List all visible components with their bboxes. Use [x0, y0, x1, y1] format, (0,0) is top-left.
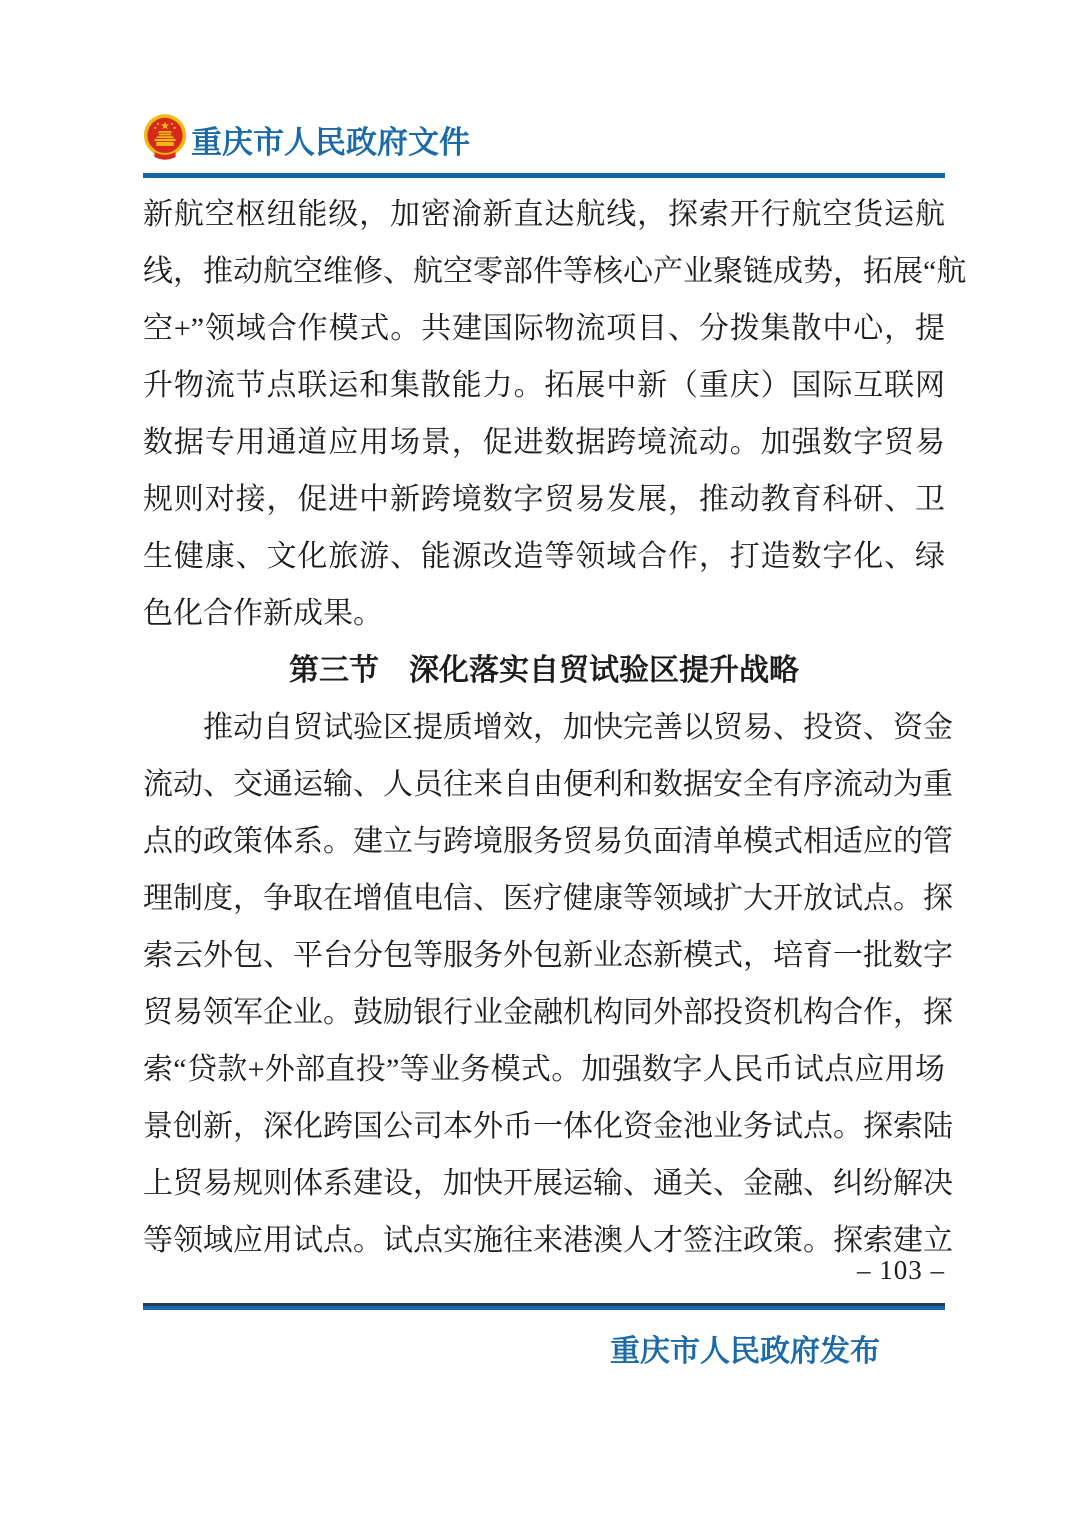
- text-line: 升物流节点联运和集散能力。拓展中新（重庆）国际互联网: [143, 369, 945, 402]
- text-line: 流动、交通运输、人员往来自由便利和数据安全有序流动为重: [143, 768, 953, 801]
- china-national-emblem-icon: [143, 113, 187, 163]
- text-line: 线，推动航空维修、航空零部件等核心产业聚链成势，拓展“航: [143, 255, 967, 288]
- header-title: 重庆市人民政府文件: [191, 124, 470, 160]
- text-line: 空+”领域合作模式。共建国际物流项目、分拨集散中心，提: [143, 312, 945, 345]
- paragraph-2: [143, 699, 953, 1269]
- text-line: 数据专用通道应用场景，促进数据跨境流动。加强数字贸易: [143, 426, 945, 459]
- page-number: – 103 –: [857, 1255, 945, 1285]
- text-line: 生健康、文化旅游、能源改造等领域合作，打造数字化、绿: [143, 540, 945, 573]
- text-line: 规则对接，促进中新跨境数字贸易发展，推动教育科研、卫: [143, 483, 945, 516]
- text-line: 景创新，深化跨国公司本外币一体化资金池业务试点。探索陆: [143, 1110, 953, 1143]
- text-line: 索“贷款+外部直投”等业务模式。加强数字人民币试点应用场: [143, 1053, 945, 1086]
- footer-rule: [143, 1303, 945, 1310]
- text-line: 点的政策体系。建立与跨境服务贸易负面清单模式相适应的管: [143, 825, 953, 858]
- header-rule: [143, 173, 945, 178]
- text-line: 贸易领军企业。鼓励银行业金融机构同外部投资机构合作，探: [143, 996, 953, 1029]
- text-line: 等领域应用试点。试点实施往来港澳人才签注政策。探索建立: [143, 1224, 953, 1257]
- paragraph-1: [143, 186, 967, 642]
- document-header: [143, 110, 945, 166]
- text-line: 色化合作新成果。: [143, 597, 383, 630]
- text-line: 推动自贸试验区提质增效，加快完善以贸易、投资、资金: [143, 711, 953, 744]
- text-line: 新航空枢纽能级，加密渝新直达航线，探索开行航空货运航: [143, 198, 945, 231]
- publisher-label: 重庆市人民政府发布: [610, 1335, 880, 1368]
- text-line: 理制度，争取在增值电信、医疗健康等领域扩大开放试点。探: [143, 882, 953, 915]
- text-line: 索云外包、平台分包等服务外包新业态新模式，培育一批数字: [143, 939, 953, 972]
- text-line: 上贸易规则体系建设，加快开展运输、通关、金融、纠纷解决: [143, 1167, 953, 1200]
- section-heading: 第三节 深化落实自贸试验区提升战略: [289, 654, 799, 687]
- document-body: [143, 186, 967, 1269]
